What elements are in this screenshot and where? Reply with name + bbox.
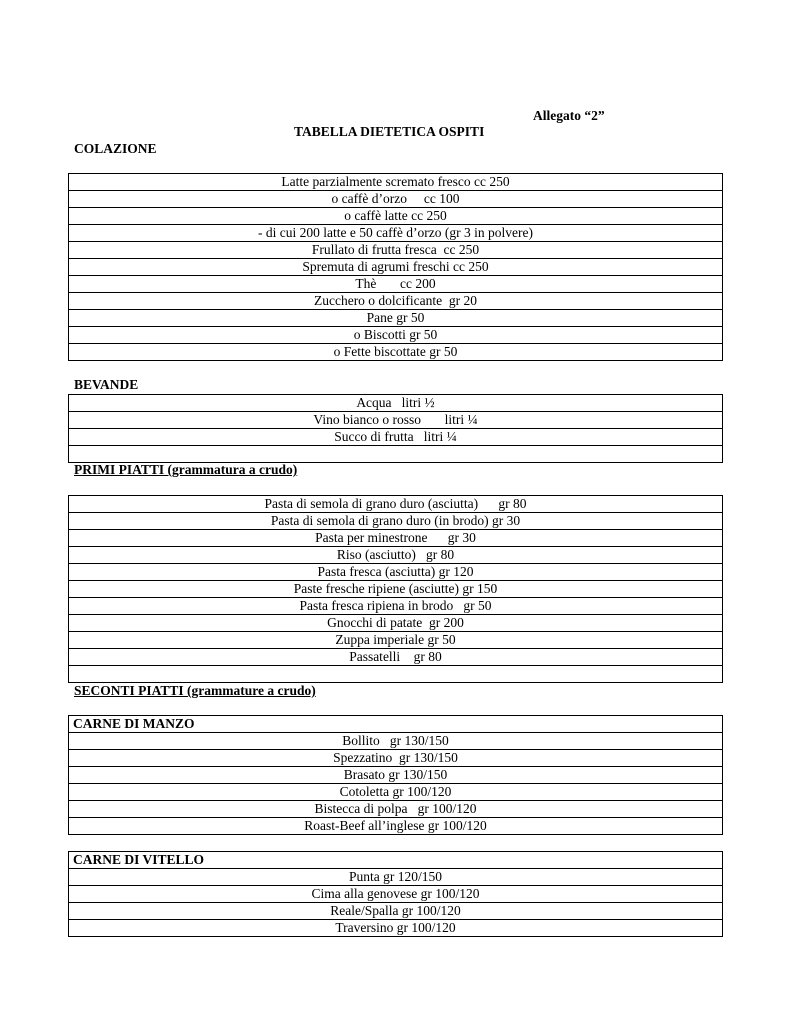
table-row: [69, 310, 723, 327]
allegato-label: Allegato “2”: [533, 108, 605, 123]
table-row: [69, 327, 723, 344]
table-row: [69, 208, 723, 225]
table-row: [69, 666, 723, 683]
table-cell: Latte parzialmente scremato fresco cc 250: [69, 174, 723, 191]
table-row: [69, 530, 723, 547]
table-row: [69, 513, 723, 530]
table-row: [69, 191, 723, 208]
table-row: [69, 174, 723, 191]
vitello-title: CARNE DI VITELLO: [69, 852, 723, 869]
table-row: [69, 733, 723, 750]
table-cell: Roast-Beef all’inglese gr 100/120: [69, 818, 723, 835]
table-cell: Acqua litri ½: [69, 395, 723, 412]
table-row: [69, 716, 723, 733]
table-row: [69, 412, 723, 429]
primi-heading: PRIMI PIATTI (grammatura a crudo): [74, 462, 298, 477]
table-cell: o Biscotti gr 50: [69, 327, 723, 344]
table-row: [69, 598, 723, 615]
table-cell: - di cui 200 latte e 50 caffè d’orzo (gr 3 in polvere): [69, 225, 723, 242]
table-cell: Succo di frutta litri ¼: [69, 429, 723, 446]
colazione-table: [68, 173, 723, 361]
table-row: [69, 293, 723, 310]
table-row: [69, 903, 723, 920]
table-row: [69, 852, 723, 869]
table-row: [69, 259, 723, 276]
table-row: [69, 446, 723, 463]
table-row: [69, 801, 723, 818]
table-row: [69, 429, 723, 446]
table-cell: Pasta fresca (asciutta) gr 120: [69, 564, 723, 581]
page-title: TABELLA DIETETICA OSPITI: [294, 124, 485, 139]
table-row: [69, 395, 723, 412]
table-row: [69, 564, 723, 581]
table-row: [69, 615, 723, 632]
bevande-heading: BEVANDE: [74, 377, 139, 392]
table-cell: Reale/Spalla gr 100/120: [69, 903, 723, 920]
manzo-title: CARNE DI MANZO: [69, 716, 723, 733]
table-cell: Pasta per minestrone gr 30: [69, 530, 723, 547]
table-row: [69, 818, 723, 835]
table-row: [69, 547, 723, 564]
table-cell: Cotoletta gr 100/120: [69, 784, 723, 801]
table-row: [69, 496, 723, 513]
table-cell: Passatelli gr 80: [69, 649, 723, 666]
table-cell: Brasato gr 130/150: [69, 767, 723, 784]
table-cell: Zucchero o dolcificante gr 20: [69, 293, 723, 310]
table-cell: Paste fresche ripiene (asciutte) gr 150: [69, 581, 723, 598]
manzo-table: [68, 715, 723, 835]
primi-table: [68, 495, 723, 683]
table-row: [69, 581, 723, 598]
colazione-heading: COLAZIONE: [74, 141, 157, 156]
table-row: [69, 869, 723, 886]
table-row: [69, 784, 723, 801]
secondi-heading: SECONTI PIATTI (grammature a crudo): [74, 683, 316, 698]
table-cell: Spremuta di agrumi freschi cc 250: [69, 259, 723, 276]
table-row: [69, 750, 723, 767]
table-cell: Pasta fresca ripiena in brodo gr 50: [69, 598, 723, 615]
table-cell: Zuppa imperiale gr 50: [69, 632, 723, 649]
bevande-table: [68, 394, 723, 463]
vitello-table: [68, 851, 723, 937]
table-cell: Pasta di semola di grano duro (in brodo) gr 30: [69, 513, 723, 530]
table-cell: Traversino gr 100/120: [69, 920, 723, 937]
table-row: [69, 649, 723, 666]
table-cell: Bollito gr 130/150: [69, 733, 723, 750]
table-row: [69, 242, 723, 259]
table-cell: Frullato di frutta fresca cc 250: [69, 242, 723, 259]
table-cell: Bistecca di polpa gr 100/120: [69, 801, 723, 818]
table-row: [69, 225, 723, 242]
table-cell: Pane gr 50: [69, 310, 723, 327]
table-cell: [69, 666, 723, 683]
table-cell: o Fette biscottate gr 50: [69, 344, 723, 361]
table-row: [69, 767, 723, 784]
table-row: [69, 886, 723, 903]
table-row: [69, 276, 723, 293]
table-cell: Cima alla genovese gr 100/120: [69, 886, 723, 903]
table-cell: Gnocchi di patate gr 200: [69, 615, 723, 632]
table-cell: Pasta di semola di grano duro (asciutta) gr 80: [69, 496, 723, 513]
table-cell: Spezzatino gr 130/150: [69, 750, 723, 767]
table-cell: Punta gr 120/150: [69, 869, 723, 886]
table-cell: Vino bianco o rosso litri ¼: [69, 412, 723, 429]
table-cell: o caffè latte cc 250: [69, 208, 723, 225]
table-cell: [69, 446, 723, 463]
table-cell: Thè cc 200: [69, 276, 723, 293]
table-row: [69, 920, 723, 937]
table-cell: Riso (asciutto) gr 80: [69, 547, 723, 564]
table-row: [69, 632, 723, 649]
table-row: [69, 344, 723, 361]
table-cell: o caffè d’orzo cc 100: [69, 191, 723, 208]
